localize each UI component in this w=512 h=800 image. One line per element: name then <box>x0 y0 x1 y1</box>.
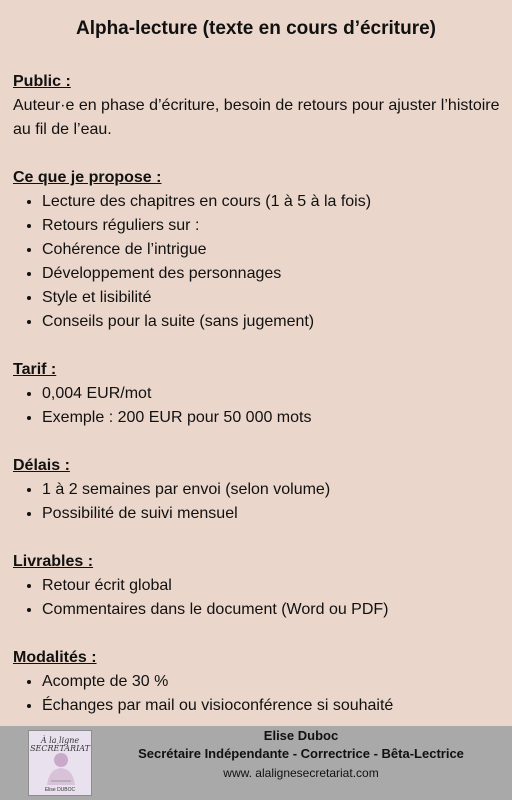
section-heading: Délais : <box>13 457 70 474</box>
list-item: • Cohérence de l’intrigue <box>42 238 505 262</box>
woman-writing-icon <box>41 751 81 787</box>
bullet-list <box>13 190 505 334</box>
section-public <box>13 70 505 142</box>
logo <box>28 730 92 796</box>
logo-name: Elise DUBOC <box>44 787 76 793</box>
bullet-list <box>13 478 505 526</box>
list-item: • Style et lisibilité <box>42 286 505 310</box>
section-heading: Public : <box>13 73 71 90</box>
section-heading: Tarif : <box>13 361 57 378</box>
list-item: • Exemple : 200 EUR pour 50 000 mots <box>42 406 505 430</box>
bullet-list <box>13 670 505 718</box>
list-item: • Acompte de 30 % <box>42 670 505 694</box>
section-livrables <box>13 550 505 622</box>
bullet-list <box>13 574 505 622</box>
list-item: • Développement des personnages <box>42 262 505 286</box>
list-item: • Échanges par mail ou visioconférence si souhaité <box>42 694 505 718</box>
content <box>13 70 505 742</box>
footer <box>0 726 512 800</box>
section-heading: Ce que je propose : <box>13 169 162 186</box>
section-heading: Livrables : <box>13 553 94 570</box>
list-item: • Retours réguliers sur : <box>42 214 505 238</box>
bullet-list <box>13 382 505 430</box>
footer-website[interactable]: www. alalignesecretariat.com <box>223 766 379 780</box>
list-item: • Possibilité de suivi mensuel <box>42 502 505 526</box>
section-heading: Modalités : <box>13 649 97 666</box>
section-delais <box>13 454 505 526</box>
list-item: • Retour écrit global <box>42 574 505 598</box>
section-propose <box>13 166 505 334</box>
section-tarif <box>13 358 505 430</box>
list-item: • Lecture des chapitres en cours (1 à 5 à la fois) <box>42 190 505 214</box>
logo-text: À la ligne SECRÉTARIAT <box>30 736 90 753</box>
section-modalites <box>13 646 505 718</box>
section-text: Auteur·e en phase d’écriture, besoin de retours pour ajuster l’histoire au fil de l’eau. <box>13 97 500 138</box>
page-title: Alpha-lecture (texte en cours d’écriture) <box>75 18 437 39</box>
list-item: • 1 à 2 semaines par envoi (selon volume) <box>42 478 505 502</box>
list-item: • Conseils pour la suite (sans jugement) <box>42 310 505 334</box>
footer-name: Elise Duboc <box>263 728 339 743</box>
footer-role: Secrétaire Indépendante - Correctrice - Bêta-Lectrice <box>138 746 464 761</box>
list-item: • Commentaires dans le document (Word ou PDF) <box>42 598 505 622</box>
list-item: • 0,004 EUR/mot <box>42 382 505 406</box>
